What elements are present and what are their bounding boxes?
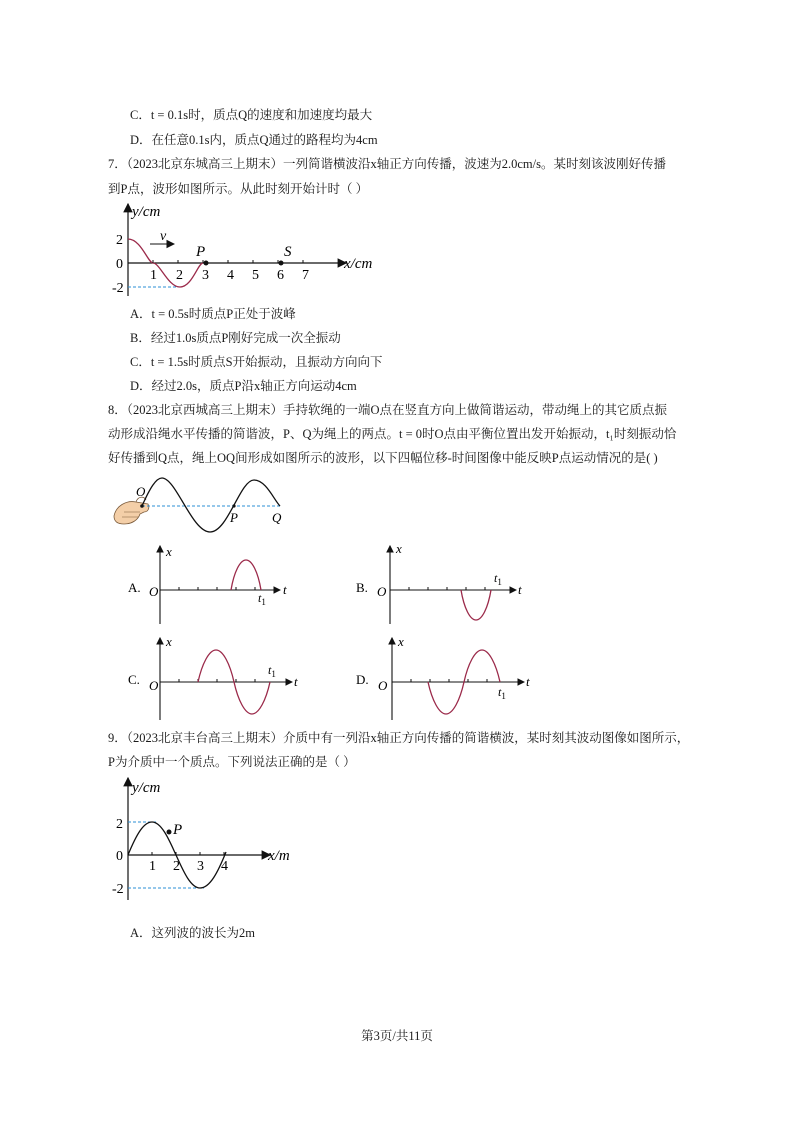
q8-graph-a-o: O — [149, 584, 159, 599]
q8-option-graphs — [120, 538, 550, 724]
q8-graph-a-t1: $t_1$ — [258, 591, 266, 607]
q7-y-tick-neg2: -2 — [112, 281, 124, 296]
q8-graph-d-o: O — [378, 678, 388, 693]
q9-x-tick-3: 3 — [197, 859, 204, 874]
q9-x-label: x/m — [268, 848, 290, 864]
q9-stem-line2: P为介质中一个质点。下列说法正确的是（ ） — [108, 755, 356, 769]
q8-graph-c-o: O — [149, 678, 159, 693]
q8-rope-o: O — [136, 484, 146, 499]
q8-rope-wave — [142, 478, 280, 532]
q8-graph-a — [160, 546, 280, 624]
q8-graph-d-t1: $t_1$ — [498, 685, 506, 701]
q8-stem-line3: 好传播到Q点，绳上OQ间形成如图所示的波形，以下四幅位移-时间图像中能反映P点运动情况的是( ) — [108, 451, 658, 465]
q8-graph-c-letter: C. — [128, 672, 140, 687]
q8-graph-b-letter: B. — [356, 580, 368, 595]
q6-option-d: D．在任意0.1s内，质点Q通过的路程均为4cm — [130, 133, 378, 147]
q7-point-s — [279, 261, 284, 266]
q7-stem-line1: 7．（2023北京东城高三上期末）一列简谐横波沿x轴正方向传播，波速为2.0cm/s。某时刻该波刚好传播 — [108, 157, 666, 171]
q9-x-tick-2: 2 — [173, 859, 180, 874]
q8-graph-d-x: x — [398, 634, 404, 649]
q7-p-label: P — [196, 244, 206, 260]
q9-point-p — [167, 830, 172, 835]
page-footer: 第3页/共11页 — [361, 1029, 433, 1043]
q9-option-a: A．这列波的波长为2m — [130, 926, 256, 940]
q9-y-tick-0: 0 — [116, 849, 123, 864]
q8-graph-a-letter: A. — [128, 580, 141, 595]
q7-x-tick-1: 1 — [150, 268, 157, 283]
q7-x-tick-4: 4 — [227, 268, 234, 283]
q8-rope-q: Q — [272, 510, 282, 525]
q8-graph-b-o: O — [377, 584, 387, 599]
q9-y-tick-neg2: -2 — [112, 882, 124, 897]
q7-stem-line2: 到P点，波形如图所示。从此时刻开始计时（ ） — [108, 182, 369, 196]
q8-graph-c-t: t — [294, 674, 298, 689]
q7-s-label: S — [284, 244, 292, 260]
q7-option-a: A．t = 0.5s时质点P正处于波峰 — [130, 307, 296, 321]
q8-graph-d-letter: D. — [356, 672, 369, 687]
q7-option-d: D．经过2.0s，质点P沿x轴正方向运动4cm — [130, 379, 357, 393]
q8-graph-b-x: x — [396, 541, 402, 556]
q8-graph-c-x: x — [166, 634, 172, 649]
q9-x-tick-4: 4 — [221, 859, 228, 874]
q8-stem-line2: 动形成沿绳水平传播的简谐波，P、Q为绳上的两点。t = 0时O点由平衡位置出发开始振动，t₁时刻振动恰 — [108, 427, 677, 441]
q7-velocity-label: v — [160, 229, 167, 244]
q8-graph-b-t1: $t_1$ — [494, 571, 502, 587]
q7-y-tick-0: 0 — [116, 257, 123, 272]
q7-y-label: y/cm — [132, 204, 161, 220]
q7-x-tick-5: 5 — [252, 268, 259, 283]
q8-graph-d — [392, 638, 524, 720]
q7-x-tick-2: 2 — [176, 268, 183, 283]
q7-option-b: B．经过1.0s质点P刚好完成一次全振动 — [130, 331, 341, 345]
q9-y-label: y/cm — [132, 780, 161, 796]
q9-y-tick-2: 2 — [116, 817, 123, 832]
q7-y-tick-2: 2 — [116, 233, 123, 248]
q7-wave-figure — [108, 198, 398, 298]
q6-option-c: C．t = 0.1s时，质点Q的速度和加速度均最大 — [130, 108, 373, 122]
q8-rope-p: P — [230, 510, 238, 525]
q7-x-tick-7: 7 — [302, 268, 309, 283]
q7-x-tick-6: 6 — [277, 268, 284, 283]
q8-graph-c — [160, 638, 292, 720]
q8-stem-line1: 8．（2023北京西城高三上期末）手持软绳的一端O点在竖直方向上做简谐运动，带动绳上的其它质点振 — [108, 403, 668, 417]
q7-option-c: C．t = 1.5s时质点S开始振动，且振动方向向下 — [130, 355, 383, 369]
q9-wave-figure — [108, 772, 318, 902]
q8-graph-d-t: t — [526, 674, 530, 689]
q8-rope-figure — [110, 472, 300, 538]
q7-x-tick-3: 3 — [202, 268, 209, 283]
q8-graph-a-t: t — [283, 582, 287, 597]
q8-graph-c-t1: $t_1$ — [268, 663, 276, 679]
q8-graph-a-x: x — [166, 544, 172, 559]
q7-x-label: x/cm — [344, 256, 373, 272]
q9-x-tick-1: 1 — [149, 859, 156, 874]
q9-stem-line1: 9．（2023北京丰台高三上期末）介质中有一列沿x轴正方向传播的简谐横波，某时刻其波动图像如图所示， — [108, 731, 690, 745]
q8-graph-b-t: t — [518, 582, 522, 597]
q9-p-label: P — [173, 822, 183, 838]
q7-point-p — [204, 261, 209, 266]
